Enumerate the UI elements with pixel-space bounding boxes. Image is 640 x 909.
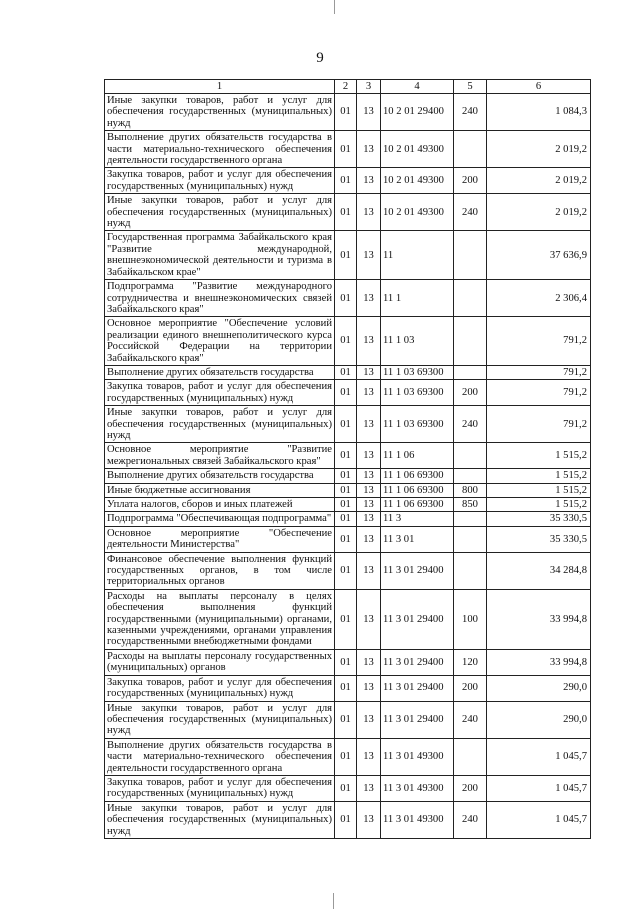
expense-type-cell bbox=[454, 231, 487, 280]
amount-cell: 2 019,2 bbox=[487, 168, 591, 194]
expense-name-cell: Выполнение других обязательств государства в части материально-технического обеспечения деятельности государственного органа bbox=[105, 738, 335, 775]
section-code-cell: 01 bbox=[335, 649, 357, 675]
expense-type-cell: 850 bbox=[454, 498, 487, 512]
expense-type-cell: 240 bbox=[454, 194, 487, 231]
section-code-cell: 01 bbox=[335, 194, 357, 231]
expense-name-cell: Финансовое обеспечение выполнения функций государственных органов, в том числе территориальных органов bbox=[105, 552, 335, 589]
subsection-code-cell: 13 bbox=[357, 649, 381, 675]
amount-cell: 37 636,9 bbox=[487, 231, 591, 280]
header-col-6: 6 bbox=[487, 80, 591, 94]
table-row bbox=[105, 365, 591, 379]
section-code-cell: 01 bbox=[335, 801, 357, 838]
table-row bbox=[105, 512, 591, 526]
expense-type-cell bbox=[454, 280, 487, 317]
table-row bbox=[105, 94, 591, 131]
amount-cell: 791,2 bbox=[487, 317, 591, 366]
expense-name-cell: Иные бюджетные ассигнования bbox=[105, 483, 335, 497]
target-article-cell: 11 1 03 69300 bbox=[381, 406, 454, 443]
expense-type-cell: 240 bbox=[454, 94, 487, 131]
table-row bbox=[105, 168, 591, 194]
section-code-cell: 01 bbox=[335, 280, 357, 317]
expense-type-cell bbox=[454, 526, 487, 552]
table-row bbox=[105, 131, 591, 168]
target-article-cell: 11 1 06 69300 bbox=[381, 483, 454, 497]
header-col-4: 4 bbox=[381, 80, 454, 94]
subsection-code-cell: 13 bbox=[357, 365, 381, 379]
section-code-cell: 01 bbox=[335, 526, 357, 552]
amount-cell: 1 045,7 bbox=[487, 738, 591, 775]
expense-type-cell: 100 bbox=[454, 589, 487, 649]
expense-type-cell bbox=[454, 443, 487, 469]
header-col-2: 2 bbox=[335, 80, 357, 94]
section-code-cell: 01 bbox=[335, 512, 357, 526]
table-row bbox=[105, 775, 591, 801]
subsection-code-cell: 13 bbox=[357, 552, 381, 589]
table-body bbox=[105, 94, 591, 839]
expense-name-cell: Основное мероприятие "Обеспечение условий реализации единого внешнеполитического курса Российской Федерации на территории Забайкальского края" bbox=[105, 317, 335, 366]
table-row bbox=[105, 194, 591, 231]
section-code-cell: 01 bbox=[335, 131, 357, 168]
page-number: 9 bbox=[316, 50, 324, 66]
table-row bbox=[105, 675, 591, 701]
table-row bbox=[105, 701, 591, 738]
header-col-1: 1 bbox=[105, 80, 335, 94]
expense-name-cell: Закупка товаров, работ и услуг для обеспечения государственных (муниципальных) нужд bbox=[105, 675, 335, 701]
section-code-cell: 01 bbox=[335, 589, 357, 649]
target-article-cell: 10 2 01 49300 bbox=[381, 168, 454, 194]
expense-type-cell: 200 bbox=[454, 168, 487, 194]
expense-name-cell: Выполнение других обязательств государства bbox=[105, 469, 335, 483]
expense-name-cell: Закупка товаров, работ и услуг для обеспечения государственных (муниципальных) нужд bbox=[105, 775, 335, 801]
section-code-cell: 01 bbox=[335, 365, 357, 379]
amount-cell: 1 045,7 bbox=[487, 775, 591, 801]
section-code-cell: 01 bbox=[335, 775, 357, 801]
amount-cell: 290,0 bbox=[487, 675, 591, 701]
target-article-cell: 11 bbox=[381, 231, 454, 280]
amount-cell: 1 515,2 bbox=[487, 483, 591, 497]
section-code-cell: 01 bbox=[335, 380, 357, 406]
scan-mark-bottom bbox=[333, 893, 334, 909]
subsection-code-cell: 13 bbox=[357, 498, 381, 512]
section-code-cell: 01 bbox=[335, 443, 357, 469]
table-row bbox=[105, 280, 591, 317]
amount-cell: 1 045,7 bbox=[487, 801, 591, 838]
section-code-cell: 01 bbox=[335, 552, 357, 589]
subsection-code-cell: 13 bbox=[357, 317, 381, 366]
section-code-cell: 01 bbox=[335, 498, 357, 512]
subsection-code-cell: 13 bbox=[357, 675, 381, 701]
header-col-3: 3 bbox=[357, 80, 381, 94]
target-article-cell: 11 3 01 29400 bbox=[381, 649, 454, 675]
expense-type-cell bbox=[454, 317, 487, 366]
header-col-5: 5 bbox=[454, 80, 487, 94]
subsection-code-cell: 13 bbox=[357, 589, 381, 649]
amount-cell: 2 306,4 bbox=[487, 280, 591, 317]
subsection-code-cell: 13 bbox=[357, 231, 381, 280]
subsection-code-cell: 13 bbox=[357, 280, 381, 317]
target-article-cell: 11 1 03 69300 bbox=[381, 380, 454, 406]
table-row bbox=[105, 469, 591, 483]
amount-cell: 35 330,5 bbox=[487, 526, 591, 552]
target-article-cell: 10 2 01 49300 bbox=[381, 194, 454, 231]
amount-cell: 1 084,3 bbox=[487, 94, 591, 131]
amount-cell: 791,2 bbox=[487, 380, 591, 406]
subsection-code-cell: 13 bbox=[357, 469, 381, 483]
table-row bbox=[105, 801, 591, 838]
amount-cell: 1 515,2 bbox=[487, 469, 591, 483]
table-row bbox=[105, 526, 591, 552]
table-row bbox=[105, 406, 591, 443]
target-article-cell: 11 1 03 bbox=[381, 317, 454, 366]
section-code-cell: 01 bbox=[335, 701, 357, 738]
expense-name-cell: Иные закупки товаров, работ и услуг для обеспечения государственных (муниципальных) нужд bbox=[105, 94, 335, 131]
section-code-cell: 01 bbox=[335, 483, 357, 497]
table-row bbox=[105, 231, 591, 280]
subsection-code-cell: 13 bbox=[357, 94, 381, 131]
target-article-cell: 11 3 01 29400 bbox=[381, 701, 454, 738]
expense-type-cell: 200 bbox=[454, 775, 487, 801]
amount-cell: 791,2 bbox=[487, 406, 591, 443]
expense-type-cell: 240 bbox=[454, 801, 487, 838]
expense-type-cell: 800 bbox=[454, 483, 487, 497]
expense-name-cell: Государственная программа Забайкальского края "Развитие международной, внешнеэкономической деятельности и туризма в Забайкальском крае" bbox=[105, 231, 335, 280]
expense-name-cell: Основное мероприятие "Развитие межрегиональных связей Забайкальского края" bbox=[105, 443, 335, 469]
expense-name-cell: Основное мероприятие "Обеспечение деятельности Министерства" bbox=[105, 526, 335, 552]
table-row bbox=[105, 649, 591, 675]
section-code-cell: 01 bbox=[335, 406, 357, 443]
section-code-cell: 01 bbox=[335, 675, 357, 701]
table-row bbox=[105, 738, 591, 775]
table-row bbox=[105, 443, 591, 469]
expense-type-cell bbox=[454, 131, 487, 168]
expense-name-cell: Выполнение других обязательств государства в части материально-технического обеспечения деятельности государственного органа bbox=[105, 131, 335, 168]
subsection-code-cell: 13 bbox=[357, 194, 381, 231]
expense-name-cell: Подпрограмма "Обеспечивающая подпрограмма" bbox=[105, 512, 335, 526]
target-article-cell: 11 1 06 69300 bbox=[381, 469, 454, 483]
subsection-code-cell: 13 bbox=[357, 380, 381, 406]
expense-name-cell: Расходы на выплаты персоналу в целях обеспечения выполнения функций государственными (муниципальными) органами, казенными учреждениями, органами управления государственными внебюджетными фондами bbox=[105, 589, 335, 649]
amount-cell: 34 284,8 bbox=[487, 552, 591, 589]
expense-name-cell: Уплата налогов, сборов и иных платежей bbox=[105, 498, 335, 512]
expense-type-cell bbox=[454, 512, 487, 526]
section-code-cell: 01 bbox=[335, 231, 357, 280]
amount-cell: 2 019,2 bbox=[487, 194, 591, 231]
amount-cell: 791,2 bbox=[487, 365, 591, 379]
target-article-cell: 10 2 01 29400 bbox=[381, 94, 454, 131]
expense-name-cell: Расходы на выплаты персоналу государственных (муниципальных) органов bbox=[105, 649, 335, 675]
scan-mark-top bbox=[334, 0, 335, 14]
expense-name-cell: Иные закупки товаров, работ и услуг для обеспечения государственных (муниципальных) нужд bbox=[105, 801, 335, 838]
target-article-cell: 11 1 03 69300 bbox=[381, 365, 454, 379]
section-code-cell: 01 bbox=[335, 738, 357, 775]
target-article-cell: 11 3 01 bbox=[381, 526, 454, 552]
table-row bbox=[105, 483, 591, 497]
expense-type-cell: 240 bbox=[454, 406, 487, 443]
target-article-cell: 11 3 01 49300 bbox=[381, 775, 454, 801]
target-article-cell: 11 3 01 29400 bbox=[381, 552, 454, 589]
subsection-code-cell: 13 bbox=[357, 512, 381, 526]
section-code-cell: 01 bbox=[335, 469, 357, 483]
expense-name-cell: Иные закупки товаров, работ и услуг для обеспечения государственных (муниципальных) нужд bbox=[105, 194, 335, 231]
amount-cell: 33 994,8 bbox=[487, 589, 591, 649]
table-row bbox=[105, 589, 591, 649]
table-row bbox=[105, 552, 591, 589]
subsection-code-cell: 13 bbox=[357, 738, 381, 775]
subsection-code-cell: 13 bbox=[357, 801, 381, 838]
subsection-code-cell: 13 bbox=[357, 406, 381, 443]
expense-name-cell: Подпрограмма "Развитие международного сотрудничества и внешнеэкономических связей Забайкальского края" bbox=[105, 280, 335, 317]
table-row bbox=[105, 380, 591, 406]
subsection-code-cell: 13 bbox=[357, 701, 381, 738]
subsection-code-cell: 13 bbox=[357, 483, 381, 497]
expense-name-cell: Иные закупки товаров, работ и услуг для обеспечения государственных (муниципальных) нужд bbox=[105, 406, 335, 443]
expense-type-cell: 240 bbox=[454, 701, 487, 738]
subsection-code-cell: 13 bbox=[357, 131, 381, 168]
section-code-cell: 01 bbox=[335, 168, 357, 194]
expense-type-cell: 200 bbox=[454, 380, 487, 406]
target-article-cell: 11 3 01 29400 bbox=[381, 589, 454, 649]
subsection-code-cell: 13 bbox=[357, 526, 381, 552]
target-article-cell: 11 1 06 69300 bbox=[381, 498, 454, 512]
amount-cell: 1 515,2 bbox=[487, 498, 591, 512]
expense-type-cell bbox=[454, 738, 487, 775]
target-article-cell: 11 3 01 49300 bbox=[381, 801, 454, 838]
expense-name-cell: Закупка товаров, работ и услуг для обеспечения государственных (муниципальных) нужд bbox=[105, 380, 335, 406]
expense-name-cell: Закупка товаров, работ и услуг для обеспечения государственных (муниципальных) нужд bbox=[105, 168, 335, 194]
section-code-cell: 01 bbox=[335, 94, 357, 131]
subsection-code-cell: 13 bbox=[357, 775, 381, 801]
expense-type-cell: 120 bbox=[454, 649, 487, 675]
expense-name-cell: Иные закупки товаров, работ и услуг для обеспечения государственных (муниципальных) нужд bbox=[105, 701, 335, 738]
section-code-cell: 01 bbox=[335, 317, 357, 366]
amount-cell: 290,0 bbox=[487, 701, 591, 738]
target-article-cell: 11 3 01 29400 bbox=[381, 675, 454, 701]
expense-name-cell: Выполнение других обязательств государства bbox=[105, 365, 335, 379]
amount-cell: 35 330,5 bbox=[487, 512, 591, 526]
budget-table-container bbox=[104, 79, 590, 839]
expense-type-cell bbox=[454, 469, 487, 483]
target-article-cell: 11 3 bbox=[381, 512, 454, 526]
subsection-code-cell: 13 bbox=[357, 443, 381, 469]
expense-type-cell: 200 bbox=[454, 675, 487, 701]
expense-type-cell bbox=[454, 552, 487, 589]
target-article-cell: 11 3 01 49300 bbox=[381, 738, 454, 775]
table-row bbox=[105, 317, 591, 366]
target-article-cell: 11 1 bbox=[381, 280, 454, 317]
table-row bbox=[105, 498, 591, 512]
target-article-cell: 11 1 06 bbox=[381, 443, 454, 469]
subsection-code-cell: 13 bbox=[357, 168, 381, 194]
budget-table bbox=[104, 79, 591, 839]
amount-cell: 1 515,2 bbox=[487, 443, 591, 469]
header-row bbox=[105, 80, 591, 94]
amount-cell: 2 019,2 bbox=[487, 131, 591, 168]
expense-type-cell bbox=[454, 365, 487, 379]
target-article-cell: 10 2 01 49300 bbox=[381, 131, 454, 168]
amount-cell: 33 994,8 bbox=[487, 649, 591, 675]
